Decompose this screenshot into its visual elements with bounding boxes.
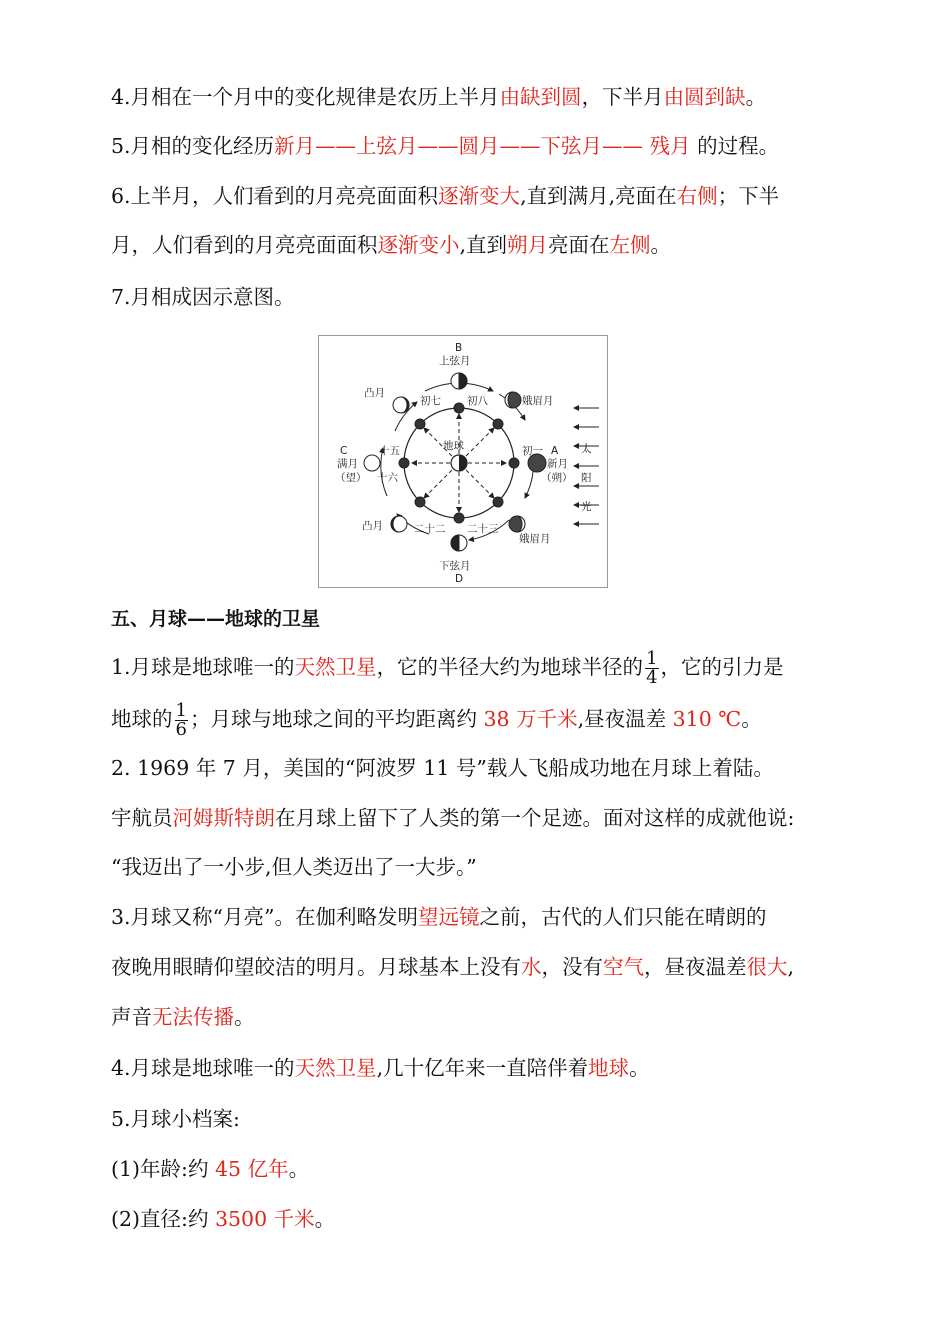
- item-4: 4.月相在一个月中的变化规律是农历上半月由缺到圆，下半月由圆到缺。: [111, 85, 767, 109]
- label-crescent-top: 娥眉月: [522, 395, 554, 407]
- label-day15: 十五: [379, 445, 400, 457]
- label-day16: 十六: [377, 472, 398, 484]
- label-day23: 二十三: [467, 523, 499, 535]
- label-d: D: [455, 573, 464, 585]
- label-earth: 地球: [443, 440, 464, 452]
- s5-item-4: 4.月球是地球唯一的天然卫星,几十亿年来一直陪伴着地球。: [111, 1056, 650, 1080]
- item-6-line2: 月，人们看到的月亮亮面面积逐渐变小,直到朔月亮面在左侧。: [111, 233, 672, 257]
- earth: [451, 455, 467, 471]
- s5-item-2-line1: 2. 1969 年 7 月，美国的“阿波罗 11 号”载人飞船成功地在月球上着陆。: [111, 756, 774, 780]
- label-new-moon: 新月: [547, 458, 568, 470]
- label-sun-2: 阳: [581, 472, 592, 484]
- s5-item-1-line1: 1.月球是地球唯一的天然卫星，它的半径大约为地球半径的 $\frac{1}{4}$ ，它的引力是: [111, 648, 784, 688]
- s5-item-2-line3: “我迈出了一小步,但人类迈出了一大步。”: [111, 855, 477, 879]
- label-first-quarter: 上弦月: [439, 355, 471, 367]
- label-a: A: [551, 445, 559, 457]
- moon-phase-diagram: [318, 335, 608, 588]
- label-crescent-bottom: 娥眉月: [519, 533, 551, 545]
- s5-item-1-line2: 地球的 $\frac{1}{6}$ ；月球与地球之间的平均距离约 38 万千米,昼夜温差 310 ℃。: [111, 700, 762, 740]
- label-full-moon: 满月: [337, 458, 358, 470]
- label-day1: 初一: [522, 445, 543, 457]
- label-b: B: [455, 342, 463, 354]
- fraction-one-sixth: $\frac{1}{6}$: [175, 700, 187, 740]
- section-5-title: 五、月球——地球的卫星: [111, 608, 321, 630]
- label-day7: 初七: [420, 395, 441, 407]
- item-5: 5.月相的变化经历新月——上弦月——圆月——下弦月—— 残月 的过程。: [111, 134, 780, 158]
- s5-item-3-line2: 夜晚用眼睛仰望皎洁的明月。月球基本上没有水，没有空气，昼夜温差很大,: [111, 955, 795, 979]
- item-7: 7.月相成因示意图。: [111, 285, 295, 309]
- s5-item-2-line2: 宇航员河姆斯特朗在月球上留下了人类的第一个足迹。面对这样的成就他说:: [111, 806, 795, 830]
- s5-item-5: 5.月球小档案:: [111, 1107, 240, 1131]
- label-shuo: （朔）: [541, 472, 573, 484]
- label-last-quarter: 下弦月: [439, 560, 471, 572]
- s5-item-5-2: (2)直径:约 3500 千米。: [111, 1207, 336, 1231]
- label-wang: （望）: [335, 472, 367, 484]
- label-day8: 初八: [467, 395, 488, 407]
- label-gibbous-bottom: 凸月: [362, 520, 383, 532]
- label-gibbous-top: 凸月: [364, 387, 385, 399]
- label-c: C: [340, 445, 348, 457]
- label-sun-1: 太: [581, 443, 592, 455]
- label-day22: 二十二: [414, 523, 446, 535]
- label-sun-3: 光: [581, 501, 592, 513]
- s5-item-3-line3: 声音无法传播。: [111, 1005, 255, 1029]
- s5-item-3-line1: 3.月球又称“月亮”。在伽利略发明望远镜之前，古代的人们只能在晴朗的: [111, 905, 767, 929]
- item-6-line1: 6.上半月，人们看到的月亮亮面面积逐渐变大,直到满月,亮面在右侧；下半: [111, 184, 780, 208]
- fraction-one-quarter: $\frac{1}{4}$: [646, 648, 658, 688]
- s5-item-5-1: (1)年龄:约 45 亿年。: [111, 1157, 310, 1181]
